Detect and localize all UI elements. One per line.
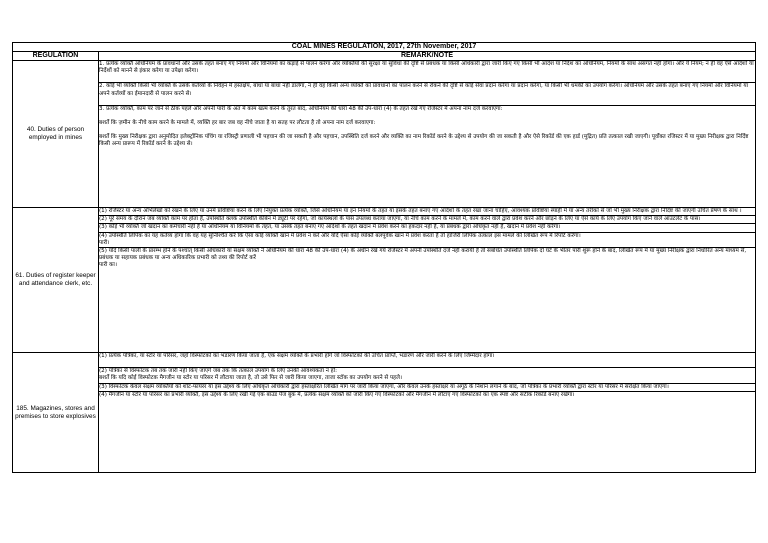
note-paragraph: (2) पत्रिका से विस्फोटक तब तक जारी नहीं किए जाएंगे जब तक कि तत्काल उपयोग के लिए उनकी आवश्यकता न हो: xyxy=(99,368,337,375)
note-paragraph: बशर्ते कि मुख्य निरीक्षक द्वारा अनुमोदित इलेक्ट्रॉनिक पंचिंग या रजिस्ट्री प्रणाली भी पहचान की जा सकती है और पहचान, उपस्थिति दर्ज करने और व्यक्ति का नाम रिकॉर्ड करने के उद्देश्य से उपयोग की जा सकती है और ऐसे रिकॉर्ड की एक हार्ड (मुद्रित) प्रति तत्काल रखी जाएगी। पूर्वोक्त रजिस्टर में या मुख्य निरीक्षक द्वारा निर्दिष्ट किसी अन्य प्रारूप में रिकॉर्ड करने के उद्देश्य से। xyxy=(99,134,749,148)
regulation-column-header: REGULATION xyxy=(13,52,99,61)
note-paragraph: 3. प्रत्येक व्यक्ति, काम पर जाने से ठीक पहले और अपनी पारी के अंत में काम खत्म करने के तुरंत बाद, अधिनियम की धारा 48 की उप-धारा (4) के तहत रखे गए रजिस्टर में अपना नाम दर्ज करवाएगा: xyxy=(99,105,503,112)
remark-cell xyxy=(99,208,756,353)
note-paragraph: (2) पूरे समय के दौरान जब व्यक्ति काम पर होता है, उपस्थिति क्लर्क उपस्थिति केबिन में ड्यूटी पर रहेगा, जो कार्यस्थलों के पास उपलब्ध कराया जाएगा, या नीचे काम करने के मामले में, काम करने वाले द्वारा प्रवेश करने और छोड़ने के लिए या ऐसे कार्य के लिए उपयोग किए जाने वाले आउटलेट के पास। xyxy=(99,216,701,223)
note-paragraph: 1. प्रत्येक व्यक्ति अधिनियम के प्रावधानों और उसके तहत बनाए गए नियमों और विनियमों का कड़ाई से पालन करेगा और व्यक्तियों की सुरक्षा या सुविधा की दृष्टि से प्रबंधक या किसी अधिकारी द्वारा जारी किए गए किसी भी आदेश या निर्देश का अधिनियम, नियमों के साथ असंगत नहीं होगा। और ये नियम; न ही वह ऐसे आदेशों या निर्देशों को मानने से इंकार करेगा या उपेक्षा करेगा। xyxy=(99,61,754,75)
regulation-table xyxy=(12,42,756,473)
regulation-cell: 40. Duties of person employed in mines xyxy=(13,61,99,208)
remark-cell xyxy=(99,353,756,473)
note-paragraph: (5) यदि किसी पाली के प्रारम्भ होने के पश्चात् किसी अधिकारी या सक्षम व्यक्ति ने अधिनियम की धारा 48 की उप-धारा (4) के अधीन रखे गये रजिस्टर में अपनी उपस्थिति दर्ज नहीं करायी है तो संबंधित उपस्थिति लिपिक दो घंटे के भीतर पारी शुरू होने के बाद, लिखित रूप में या मुख्य निरीक्षक द्वारा निर्धारित अन्य माध्यम से, प्रबंधक या सहायक प्रबंधक या अन्य अधिकारिक प्रभारी को तथ्य की रिपोर्ट करें xyxy=(99,248,747,262)
note-paragraph: बशर्ते कि ज़मीन के नीचे काम करने के मामले में, व्यक्ति हर बार जब वह नीचे जाता है या सतह पर लौटता है तो अपना नाम दर्ज करवाएगा: xyxy=(99,120,376,127)
table-row xyxy=(13,353,756,473)
note-paragraph: (3) विस्फोटक केवल सक्षम व्यक्तियों को शॉट-फायरर या इस उद्देश्य के लिए अधिकृत अधिकारी द्वारा हस्ताक्षरित लिखित मांग पर जारी किया जाएगा, और केवल उनके हस्ताक्षर या अंगूठे के निशान लगाने के बाद, जो पत्रिका के प्रभारी व्यक्ति द्वारा स्टोर या परिसर में संरक्षित किया जाएगा। xyxy=(99,383,669,390)
table-row xyxy=(13,61,756,208)
remark-cell xyxy=(99,61,756,208)
note-paragraph: (4) मैगजीन या स्टोर या परिसर का प्रभारी व्यक्ति, इस उद्देश्य के लिए रखी गई एक बाउंड पेज बुक में, प्रत्येक सक्षम व्यक्ति को जारी किए गए विस्फोटकों और मैगजीन में लौटाए गए विस्फोटकों का एक स्पष्ट और सटीक रिकॉर्ड बनाए रखेगा। xyxy=(99,391,575,398)
note-paragraph: (4) उपस्थिति लिपिक का यह कर्तव्य होगा कि वह यह सुनिश्चित करे कि ऐसा कोई व्यक्ति खान में प्रवेश न करे और यदि ऐसा कोई व्यक्ति बलपूर्वक खान में प्रवेश करता है तो हाजिरी लिपिक तत्काल इस मामले की लिखित रूप में रिपोर्ट करेगा। xyxy=(99,232,581,239)
document-title: COAL MINES REGULATION, 2017, 27th November, 2017 xyxy=(13,43,756,52)
note-paragraph: (1) प्रत्येक पत्रिका, या स्टोर या परिसर, जहाँ विस्फोटकों का भंडारण किया जाता है, एक सक्षम व्यक्ति के प्रभारी होंगे जो विस्फोटकों की उचित प्राप्ति, भंडारण और जारी करने के लिए जिम्मेदार होगा। xyxy=(99,353,495,359)
note-paragraph: पारी। xyxy=(99,239,110,246)
note-paragraph: 2. कोई भी व्यक्ति किसी भी व्यक्ति के उसके कर्तव्यों के निर्वहन में हस्तक्षेप, बाधा या बाधा नहीं डालेगा, न ही वह किसी अन्य व्यक्ति को प्रावधानों का पालन करने से रोकने की दृष्टि से कोई सेवा प्रदान करेगा या प्रदान करेगा, या किसी भी धमकी का उपयोग करेगा। अधिनियम और उसके तहत बनाए गए नियमों और विनियमों या अपने कर्तव्यों का ईमानदारी से पालन करने से। xyxy=(99,83,749,97)
remark-column-header: REMARK/NOTE xyxy=(99,52,756,61)
note-paragraph: बशर्ते कि यदि कोई विस्फोटक मैगजीन या स्टोर या परिसर में लौटाया जाता है, तो उसे फिर से जारी किया जाएगा, ताजा स्टॉक का उपयोग करने से पहले। xyxy=(99,375,403,382)
regulation-cell: 185. Magazines, stores and premises to store explosives xyxy=(13,353,99,473)
note-paragraph: (1) रजिस्टर या अन्य अभिलेखों को रखने के लिए या उनमें प्रविष्टिया करने के लिए नियुक्त प्रत्येक व्यक्ति, जिसे अधिनियम या इन नियमों के तहत या इसके तहत बनाए गए आदेशों के तहत रखा जाना चाहिए, आवश्यक प्रविष्टियां स्याही में या अन्य तरीकों से जो भी मुख्य निरीक्षक द्वारा निर्दिष्ट की जाएगी उचित प्रेषण के साथ । xyxy=(99,208,742,214)
note-paragraph: पारी का। xyxy=(99,262,118,269)
table-row xyxy=(13,208,756,353)
note-paragraph: (3) कोई भी व्यक्ति जो खदान का कर्मचारी नहीं है या अधिनियम या विनियमों के तहत, या उसके तहत बनाए गए आदेशों के तहत खदान में प्रवेश करने का हकदार नहीं है, या प्रबंधक द्वारा अधिकृत नहीं है, खदान में प्रवेश नहीं करेगा। xyxy=(99,224,561,231)
regulation-cell: 61. Duties of register keeper and attendance clerk, etc. xyxy=(13,208,99,353)
